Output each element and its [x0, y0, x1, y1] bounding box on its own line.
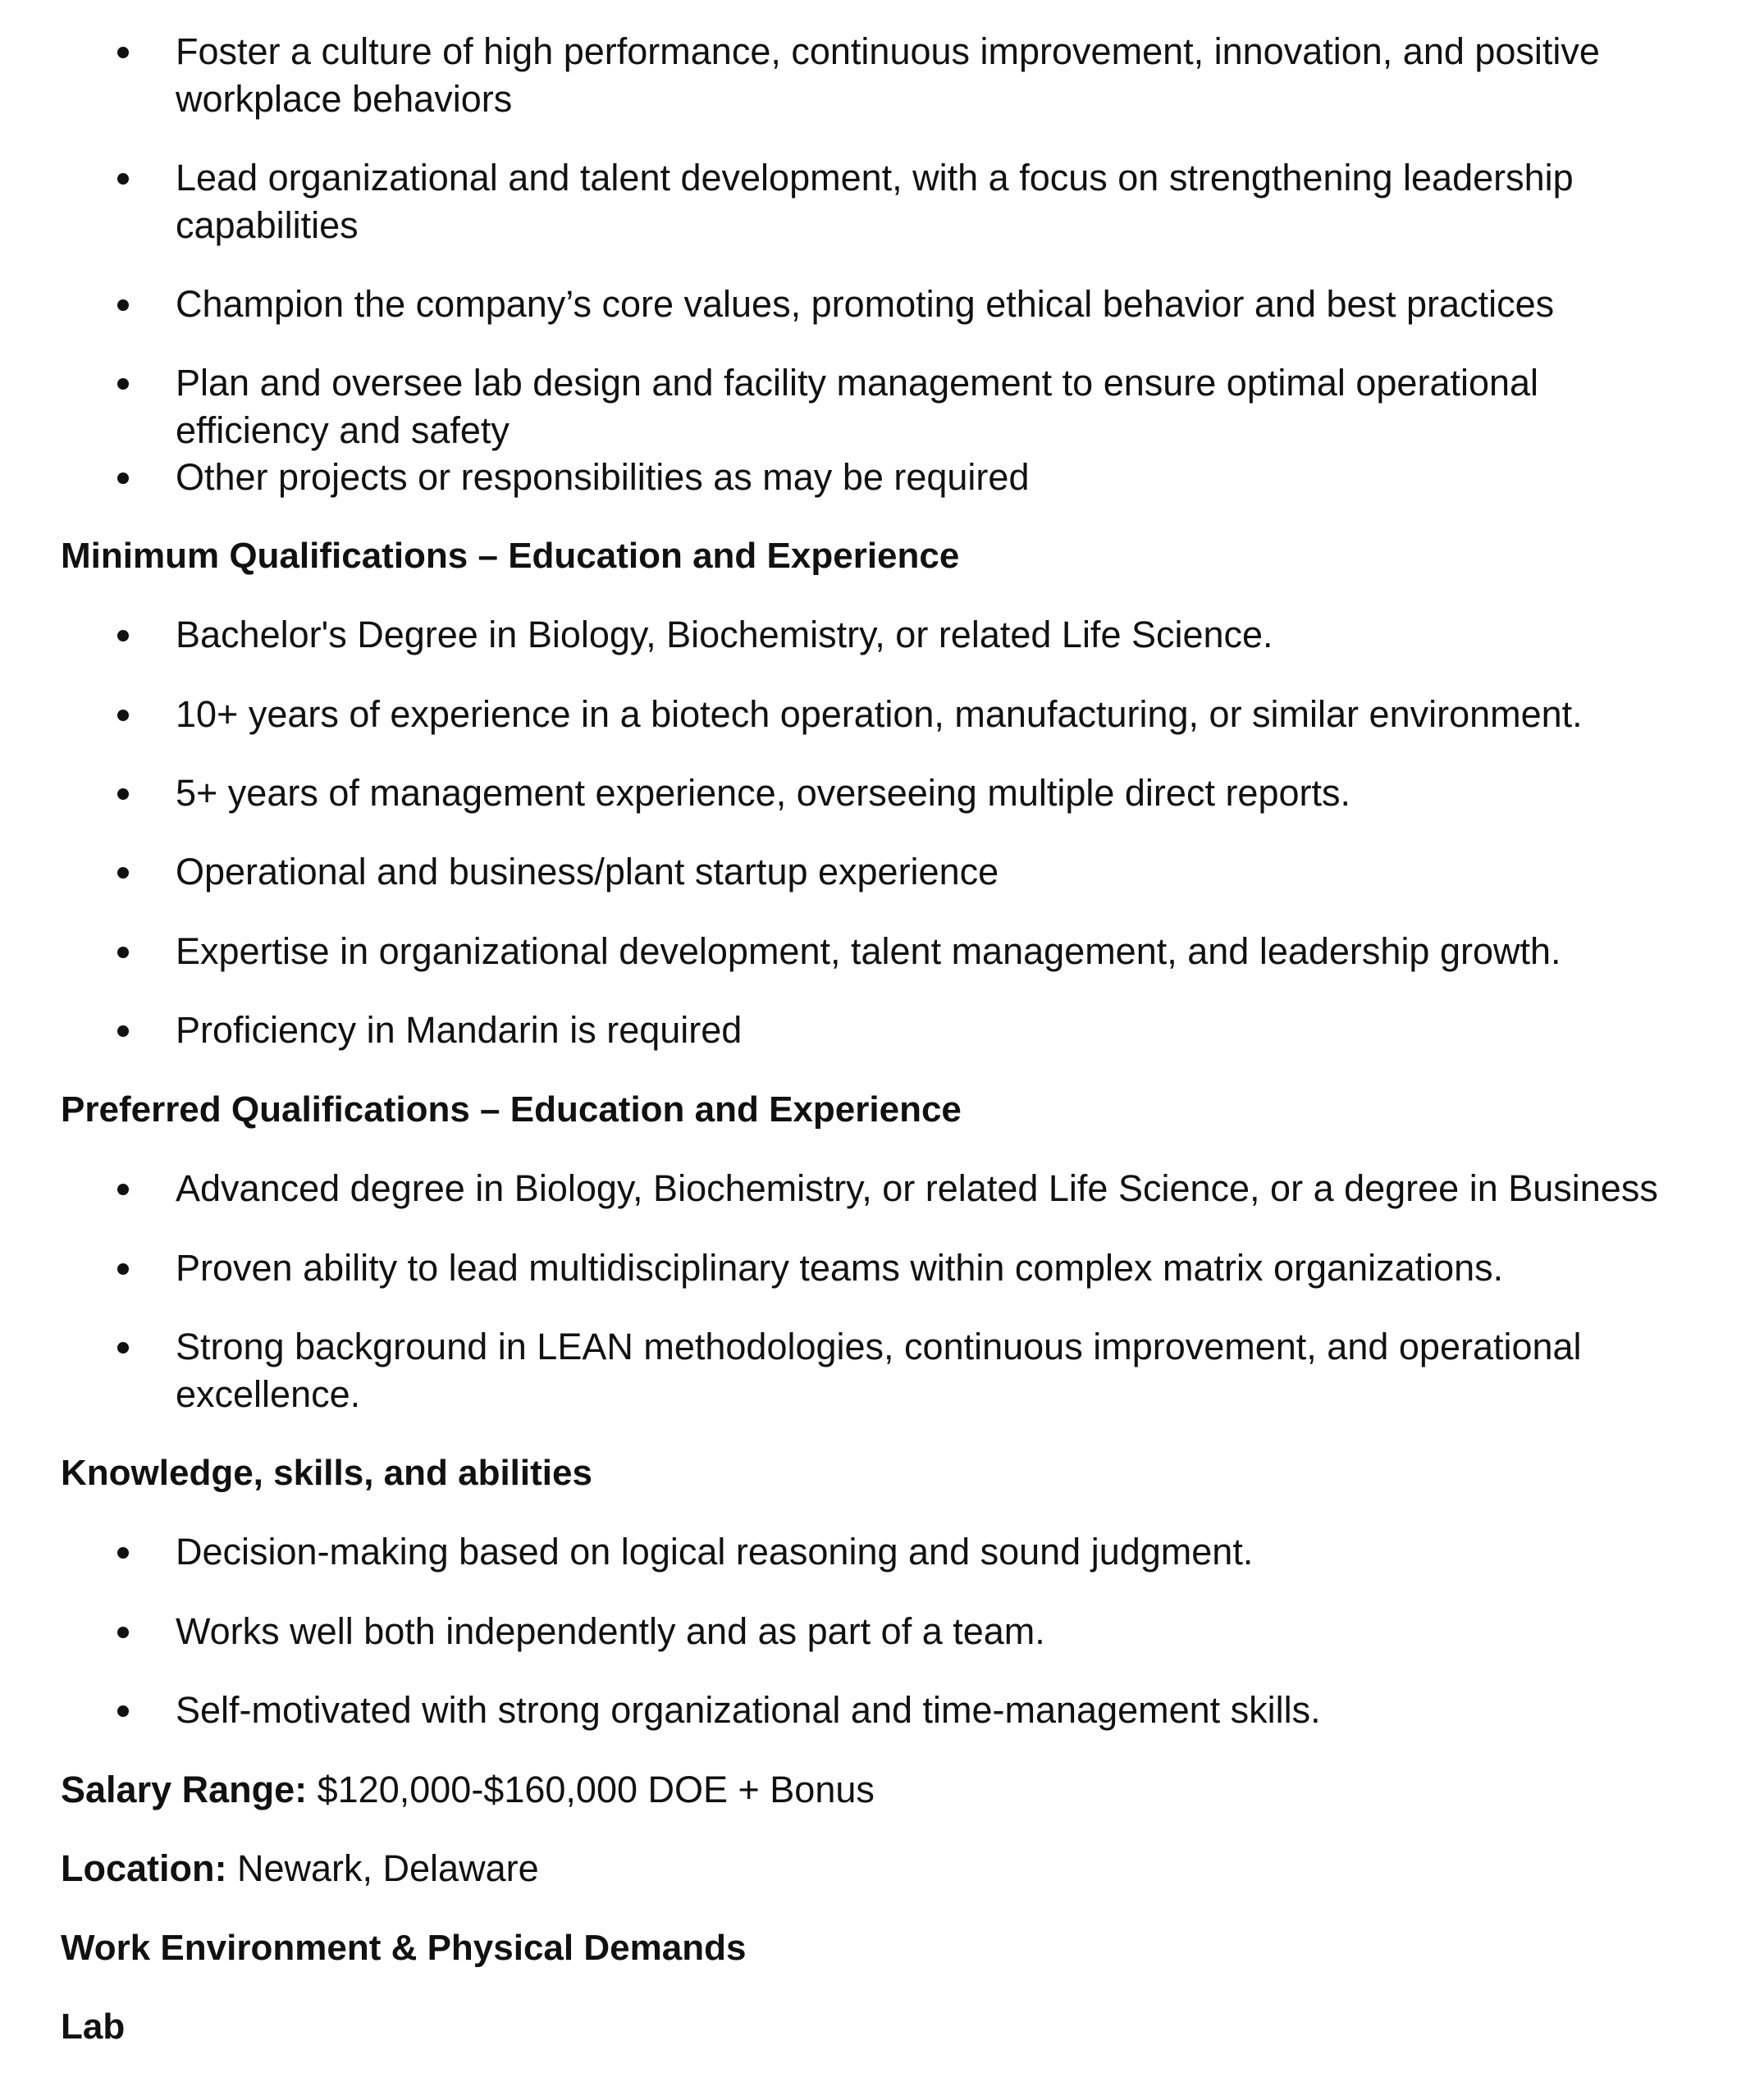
list-item-text: 5+ years of management experience, overseeing multiple direct reports. [176, 772, 1351, 814]
location-value: Newark, Delaware [226, 1847, 539, 1889]
list-item-text: Operational and business/plant startup experience [176, 851, 999, 892]
location-label: Location: [61, 1847, 227, 1889]
bullet-icon [117, 1184, 129, 1195]
list-item-text: Champion the company’s core values, promoting ethical behavior and best practices [176, 283, 1555, 325]
list-item-text: Other projects or responsibilities as may be required [176, 456, 1030, 498]
preferred-qualifications-heading: Preferred Qualifications – Education and Experience [61, 1089, 962, 1130]
list-item-text: Bachelor's Degree in Biology, Biochemistry, or related Life Science. [176, 614, 1273, 655]
salary-range-label: Salary Range: [61, 1769, 308, 1810]
list-item-text: Self-motivated with strong organizational and time-management skills. [176, 1689, 1321, 1731]
list-item-text: Lead organizational and talent development, with a focus on strengthening leadership capabilities [176, 157, 1574, 246]
bullet-icon [117, 788, 129, 800]
bullet-icon [117, 1627, 129, 1638]
bullet-icon [117, 1263, 129, 1275]
bullet-icon [117, 173, 129, 185]
lab-subheading: Lab [61, 2006, 126, 2047]
salary-range-value: $120,000-$160,000 DOE + Bonus [307, 1769, 875, 1810]
list-item-text: Proficiency in Mandarin is required [176, 1009, 743, 1051]
bullet-icon [117, 472, 129, 484]
list-item-text: 10+ years of experience in a biotech operation, manufacturing, or similar environment. [176, 693, 1583, 735]
bullet-icon [117, 378, 129, 390]
knowledge-skills-heading: Knowledge, skills, and abilities [61, 1453, 592, 1493]
bullet-icon [117, 1705, 129, 1717]
minimum-qualifications-heading: Minimum Qualifications – Education and Experience [61, 536, 960, 576]
bullet-icon [117, 710, 129, 721]
list-item-text: Strong background in LEAN methodologies, continuous improvement, and operational excellence. [176, 1326, 1582, 1415]
bullet-icon [117, 47, 129, 58]
list-item-text: Advanced degree in Biology, Biochemistry, or related Life Science, or a degree in Business [176, 1167, 1658, 1209]
location [61, 1845, 539, 1892]
list-item-text: Expertise in organizational development, talent management, and leadership growth. [176, 930, 1561, 972]
list-item-text: Works well both independently and as part of a team. [176, 1610, 1045, 1652]
list-item-text: Foster a culture of high performance, continuous improvement, innovation, and positive workplace behaviors [176, 30, 1600, 120]
salary-range [61, 1766, 875, 1814]
bullet-icon [117, 1547, 129, 1559]
bullet-icon [117, 630, 129, 641]
list-item-text: Decision-making based on logical reasoning and sound judgment. [176, 1531, 1254, 1573]
list-item-text: Proven ability to lead multidisciplinary teams within complex matrix organizations. [176, 1247, 1504, 1289]
list-item-text: Plan and oversee lab design and facility management to ensure optimal operational efficiency and safety [176, 362, 1539, 451]
work-environment-heading: Work Environment & Physical Demands [61, 1928, 747, 1968]
bullet-icon [117, 1342, 129, 1354]
bullet-icon [117, 867, 129, 879]
bullet-icon [117, 299, 129, 311]
bullet-icon [117, 1025, 129, 1037]
bullet-icon [117, 947, 129, 958]
